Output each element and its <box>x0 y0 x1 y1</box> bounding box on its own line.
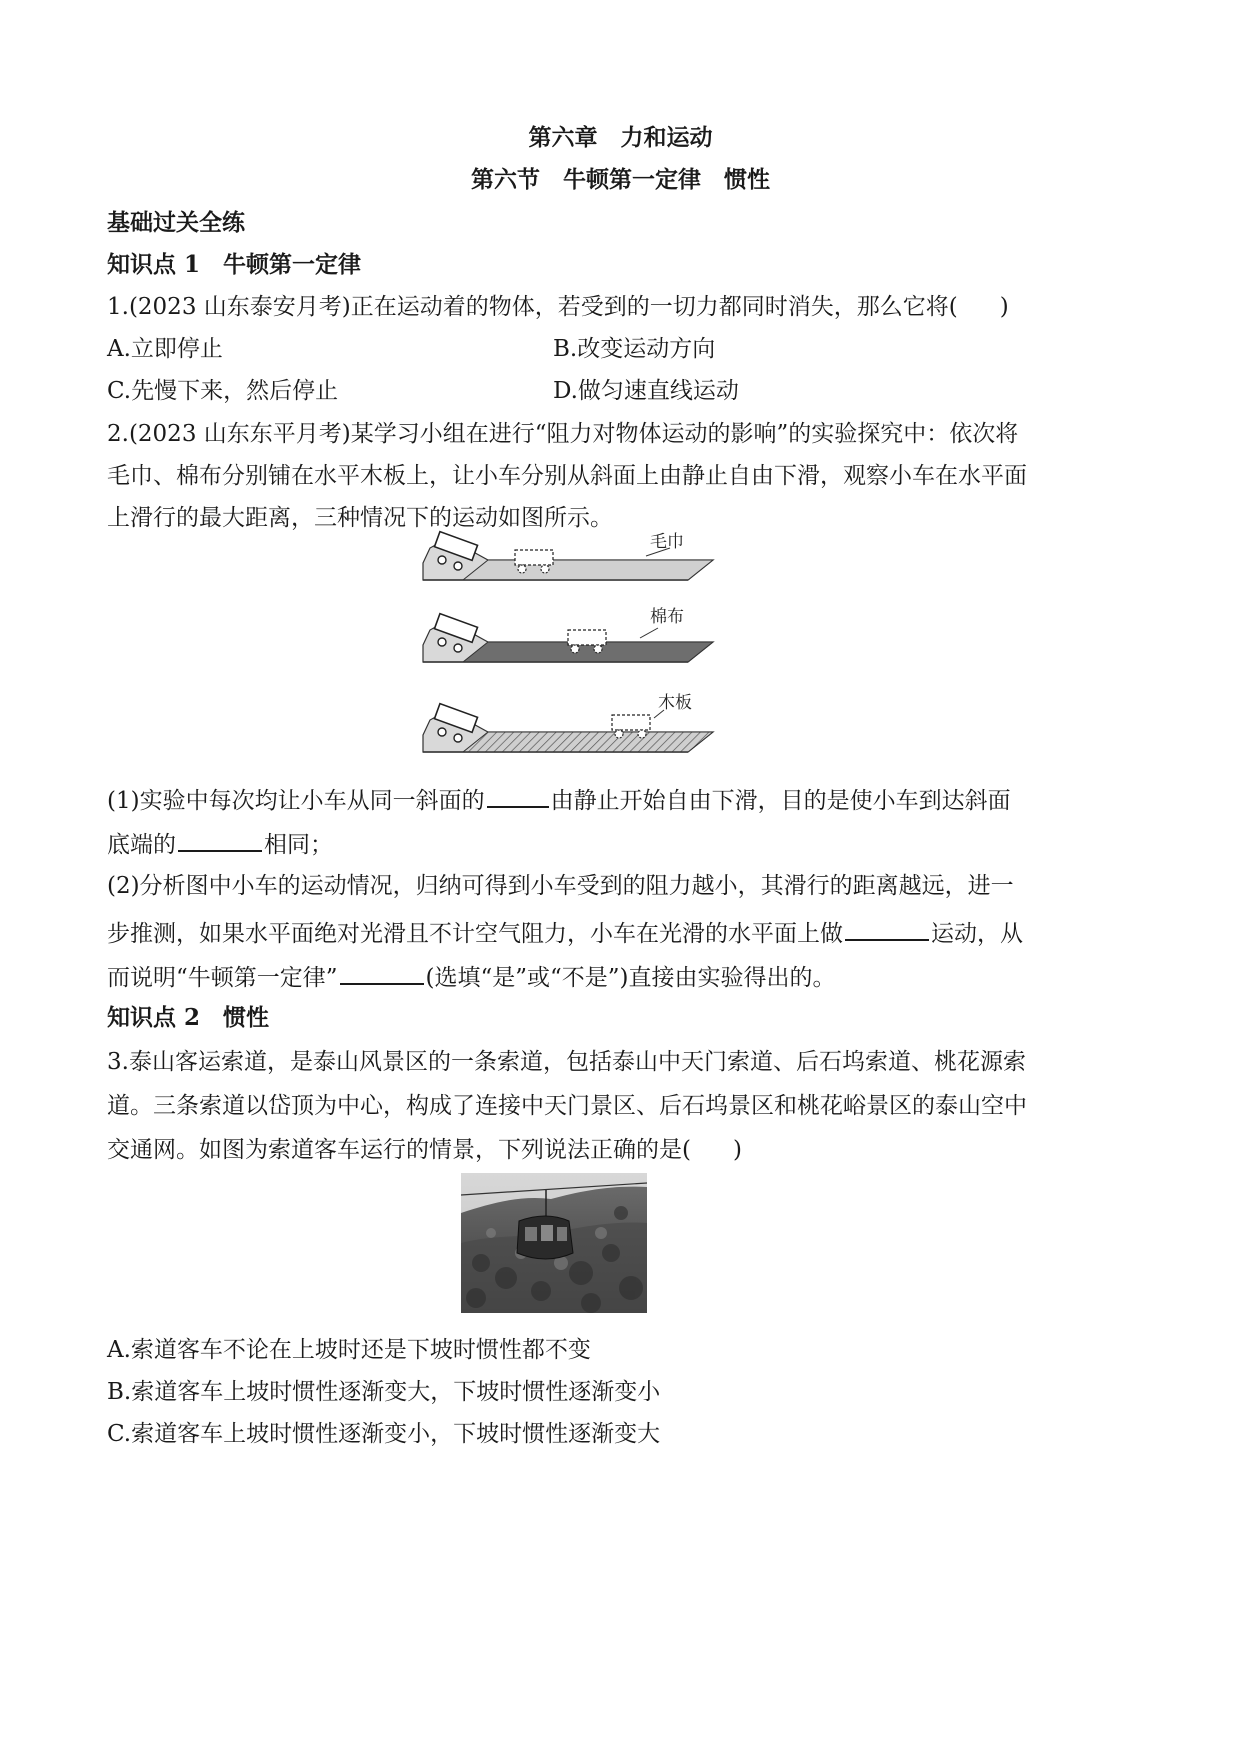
label-towel: 毛巾 <box>650 532 684 551</box>
q2-line-1: 2.(2023 山东东平月考)某学习小组在进行“阻力对物体运动的影响”的实验探究中：依次将 <box>107 421 1019 447</box>
ramp-panel-wood <box>423 693 713 752</box>
q2-part1-text-b: 由静止开始自由下滑，目的是使小车到达斜面 <box>550 788 1011 814</box>
answer-blank[interactable] <box>845 915 929 941</box>
q2-part1-line-1 <box>107 782 1011 816</box>
q3-option-c: C.索道客车上坡时惯性逐渐变小，下坡时惯性逐渐变大 <box>107 1421 661 1447</box>
label-cotton: 棉布 <box>650 607 684 626</box>
q2-part1-line-2 <box>107 826 333 860</box>
q2-part2-text-e: (选填“是”或“不是”)直接由实验得出的。 <box>425 965 836 991</box>
cable-car-photo <box>461 1173 647 1313</box>
answer-blank[interactable] <box>340 959 424 985</box>
section-title: 第六节 牛顿第一定律 惯性 <box>471 166 770 193</box>
q3-line-2: 道。三条索道以岱顶为中心，构成了连接中天门景区、后石坞景区和桃花峪景区的泰山空中 <box>107 1093 1027 1119</box>
answer-blank[interactable] <box>178 826 262 852</box>
q3-option-b: B.索道客车上坡时惯性逐渐变大，下坡时惯性逐渐变小 <box>107 1379 661 1405</box>
q1-option-d: D.做匀速直线运动 <box>553 378 739 404</box>
cable-car-icon <box>517 1216 573 1259</box>
chapter-title: 第六章 力和运动 <box>528 124 713 151</box>
q2-line-3: 上滑行的最大距离，三种情况下的运动如图所示。 <box>107 505 613 531</box>
q2-part2-text-d: 而说明“牛顿第一定律” <box>107 965 338 991</box>
q2-line-2: 毛巾、棉布分别铺在水平木板上，让小车分别从斜面上由静止自由下滑，观察小车在水平面 <box>107 463 1027 489</box>
q2-part2-line-3 <box>107 959 836 993</box>
q1-option-c: C.先慢下来，然后停止 <box>107 378 339 404</box>
q2-part2-text-c: 运动，从 <box>931 921 1023 947</box>
q2-part2-line-1: (2)分析图中小车的运动情况，归纳可得到小车受到的阻力越小，其滑行的距离越远，进一 <box>107 873 1014 899</box>
q3-paren-close: ) <box>732 1137 742 1163</box>
q3-line-3-text: 交通网。如图为索道客车运行的情景，下列说法正确的是( <box>107 1137 691 1163</box>
q1-stem <box>107 292 1009 322</box>
q3-option-a: A.索道客车不论在上坡时还是下坡时惯性都不变 <box>107 1337 591 1363</box>
q2-part1-text-c: 底端的 <box>107 832 176 858</box>
q2-part1-text-d: 相同； <box>264 832 333 858</box>
q3-line-1: 3.泰山客运索道，是泰山风景区的一条索道，包括泰山中天门索道、后石坞索道、桃花源索 <box>107 1049 1026 1075</box>
q2-part2-text-b: 步推测，如果水平面绝对光滑且不计空气阻力，小车在光滑的水平面上做 <box>107 921 843 947</box>
answer-blank[interactable] <box>487 782 549 808</box>
q2-part2-line-2 <box>107 915 1023 949</box>
ramp-panel-cotton <box>423 607 713 662</box>
q1-option-b: B.改变运动方向 <box>553 336 716 362</box>
q1-paren-close: ) <box>999 294 1009 320</box>
ramp-panel-towel <box>423 532 713 580</box>
part-heading: 基础过关全练 <box>107 209 245 236</box>
knowledge-point-2: 知识点 2 惯性 <box>107 1004 270 1031</box>
knowledge-point-1: 知识点 1 牛顿第一定律 <box>107 251 362 278</box>
q3-line-3 <box>107 1135 742 1165</box>
label-wood: 木板 <box>658 693 692 712</box>
q1-option-a: A.立即停止 <box>107 336 223 362</box>
experiment-figure <box>418 528 718 758</box>
q1-stem-text: 1.(2023 山东泰安月考)正在运动着的物体，若受到的一切力都同时消失，那么它将( <box>107 294 958 320</box>
q2-part1-text-a: (1)实验中每次均让小车从同一斜面的 <box>107 788 485 814</box>
